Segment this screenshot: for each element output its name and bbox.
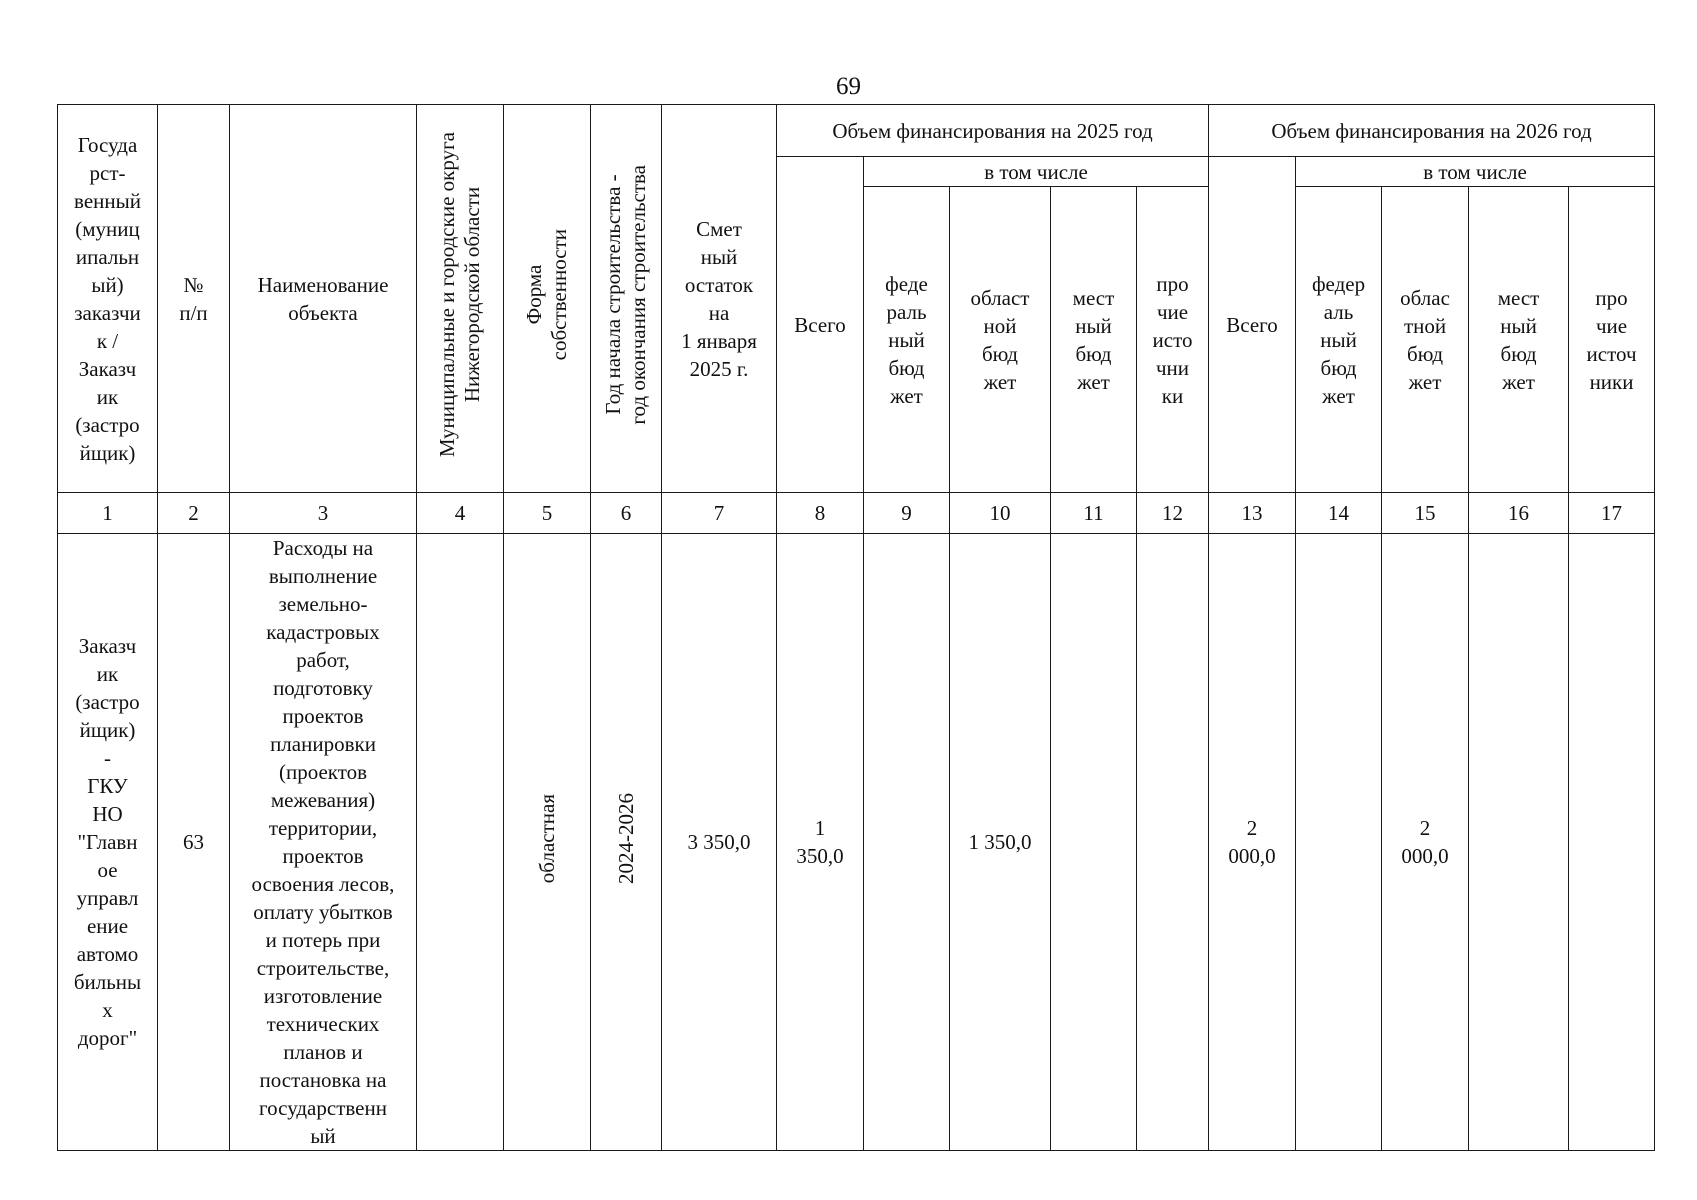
header-including-2025: в том числе (864, 157, 1209, 187)
cell-total-2026: 2 000,0 (1209, 534, 1296, 1151)
cell-total-2025: 1 350,0 (777, 534, 864, 1151)
header-years (591, 105, 662, 493)
column-number: 11 (1051, 493, 1137, 534)
cell-other-2025 (1137, 534, 1209, 1151)
cell-regional-2025: 1 350,0 (950, 534, 1051, 1151)
column-number: 12 (1137, 493, 1209, 534)
header-funding-2025: Объем финансирования на 2025 год (777, 105, 1209, 157)
header-federal-2025: феде раль ный бюд жет (864, 187, 950, 493)
header-other-2025: про чие исто чни ки (1137, 187, 1209, 493)
column-number: 17 (1569, 493, 1655, 534)
header-municipality-text: Муниципальные и городские округа Нижегородской области (435, 132, 484, 458)
header-ownership (504, 105, 591, 493)
column-number: 8 (777, 493, 864, 534)
page-number: 69 (836, 73, 861, 100)
column-number: 3 (230, 493, 417, 534)
cell-customer: Заказч ик (застро йщик) - ГКУ НО "Главн ое управл ение автомо бильны х дорог" (58, 534, 158, 1151)
header-customer: Госуда рст- венный (муниц ипальн ый) заказчи к / Заказч ик (застро йщик) (58, 105, 158, 493)
column-number-row (58, 493, 1655, 534)
column-number: 2 (158, 493, 230, 534)
cell-federal-2025 (864, 534, 950, 1151)
column-number: 15 (1382, 493, 1469, 534)
cell-number: 63 (158, 534, 230, 1151)
header-name: Наименование объекта (230, 105, 417, 493)
cell-object-name: Расходы на выполнение земельно- кадастровых работ, подготовку проектов планировки (проектов межевания) территории, проектов освоения лесов, оплату убытков и потерь при строительстве, изготовление технических планов и постановка на государственн ый (230, 534, 417, 1151)
header-total-2026: Всего (1209, 157, 1296, 493)
header-including-2026: в том числе (1296, 157, 1655, 187)
header-regional-2025: област ной бюд жет (950, 187, 1051, 493)
header-funding-2026: Объем финансирования на 2026 год (1209, 105, 1655, 157)
cell-federal-2026 (1296, 534, 1382, 1151)
column-number: 6 (591, 493, 662, 534)
header-local-2026: мест ный бюд жет (1469, 187, 1569, 493)
header-estimate: Смет ный остаток на 1 января 2025 г. (662, 105, 777, 493)
cell-other-2026 (1569, 534, 1655, 1151)
cell-local-2025 (1051, 534, 1137, 1151)
header-total-2025: Всего (777, 157, 864, 493)
column-number: 4 (417, 493, 504, 534)
header-ownership-text: Форма собственности (522, 229, 571, 361)
column-number: 7 (662, 493, 777, 534)
cell-years-text: 2024-2026 (613, 793, 638, 884)
table-row (58, 534, 1655, 1151)
cell-years (591, 534, 662, 1151)
cell-local-2026 (1469, 534, 1569, 1151)
header-years-text: Год начала строительства - год окончания строительства (601, 165, 650, 425)
column-number: 1 (58, 493, 158, 534)
column-number: 9 (864, 493, 950, 534)
column-number: 14 (1296, 493, 1382, 534)
header-number: № п/п (158, 105, 230, 493)
investment-table (57, 104, 1655, 1151)
cell-municipality (417, 534, 504, 1151)
cell-regional-2026: 2 000,0 (1382, 534, 1469, 1151)
header-other-2026: про чие источ ники (1569, 187, 1655, 493)
header-local-2025: мест ный бюд жет (1051, 187, 1137, 493)
column-number: 13 (1209, 493, 1296, 534)
cell-ownership-text: областная (534, 793, 559, 884)
column-number: 5 (504, 493, 591, 534)
column-number: 10 (950, 493, 1051, 534)
header-row-group (58, 105, 1655, 157)
cell-ownership (504, 534, 591, 1151)
header-federal-2026: федер аль ный бюд жет (1296, 187, 1382, 493)
cell-estimate: 3 350,0 (662, 534, 777, 1151)
header-municipality (417, 105, 504, 493)
column-number: 16 (1469, 493, 1569, 534)
header-regional-2026: облас тной бюд жет (1382, 187, 1469, 493)
